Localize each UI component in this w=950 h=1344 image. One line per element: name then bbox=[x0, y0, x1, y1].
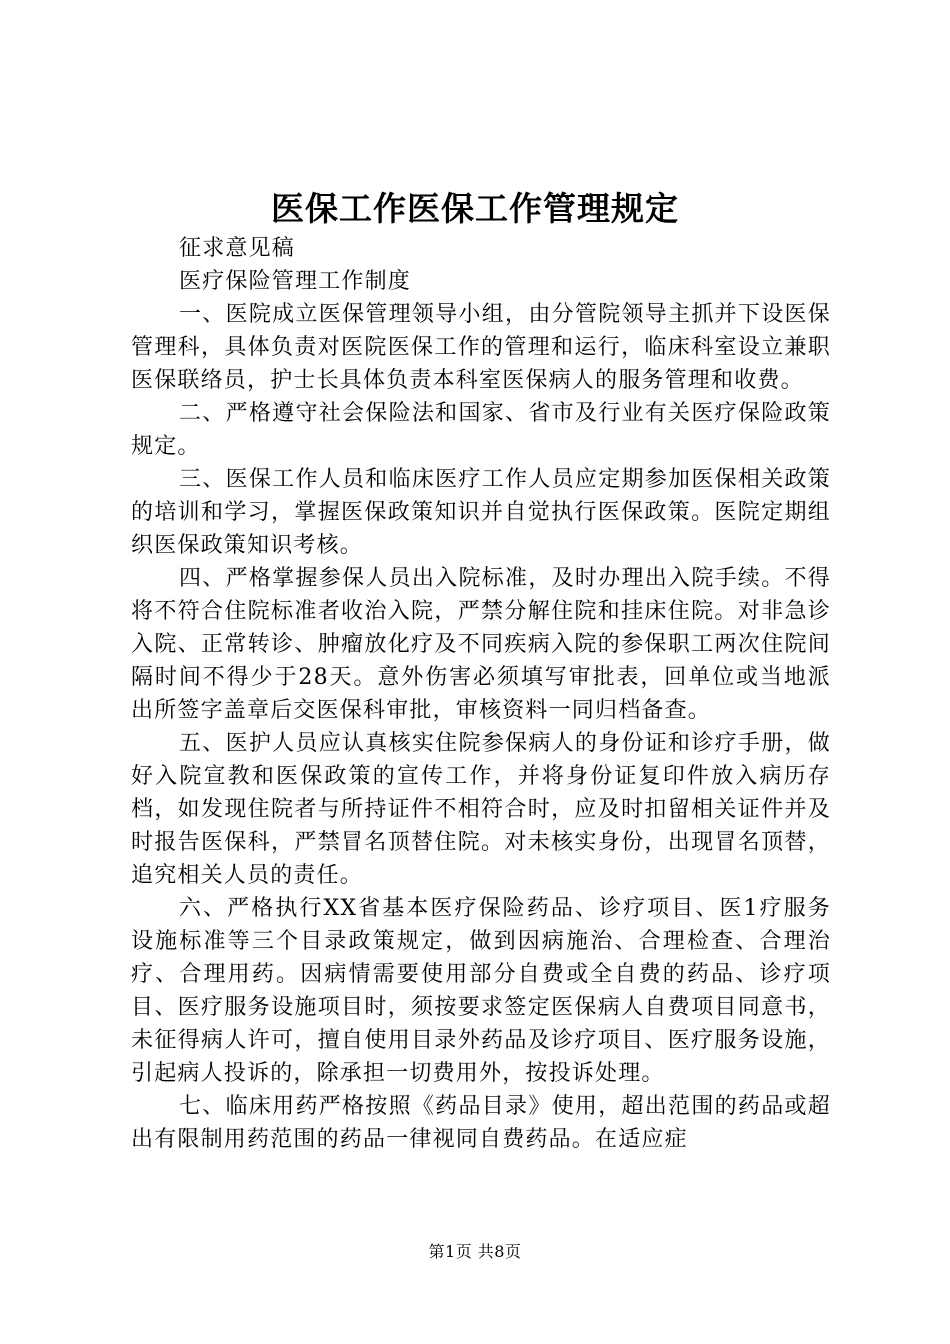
page-number-footer: 第1页 共8页 bbox=[428, 1242, 522, 1261]
paragraph: 四、严格掌握参保人员出入院标准，及时办理出入院手续。不得将不符合住院标准者收治入院，严禁分解住院和挂床住院。对非急诊入院、正常转诊、肿瘤放化疗及不同疾病入院的参保职工两次住院间隔时间不得少于28天。意外伤害必须填写审批表，回单位或当地派出所签字盖章后交医保科审批，审核资料一同归档备查。 bbox=[131, 566, 831, 723]
document-title: 医保工作医保工作管理规定 bbox=[271, 189, 679, 228]
paragraph: 一、医院成立医保管理领导小组，由分管院领导主抓并下设医保管理科，具体负责对医院医保工作的管理和运行，临床科室设立兼职医保联络员，护士长具体负责本科室医保病人的服务管理和收费。 bbox=[131, 302, 831, 393]
paragraph: 二、严格遵守社会保险法和国家、省市及行业有关医疗保险政策规定。 bbox=[131, 401, 831, 459]
document-body bbox=[131, 232, 831, 1156]
paragraph: 七、临床用药严格按照《药品目录》使用，超出范围的药品或超出有限制用药范围的药品一律视同自费药品。在适应症 bbox=[131, 1094, 831, 1152]
paragraph: 五、医护人员应认真核实住院参保病人的身份证和诊疗手册，做好入院宣教和医保政策的宣传工作，并将身份证复印件放入病历存档，如发现住院者与所持证件不相符合时，应及时扣留相关证件并及时报告医保科，严禁冒名顶替住院。对未核实身份，出现冒名顶替，追究相关人员的责任。 bbox=[131, 731, 831, 888]
draft-label: 征求意见稿 bbox=[179, 236, 296, 261]
paragraph: 六、严格执行XX省基本医疗保险药品、诊疗项目、医1疗服务设施标准等三个目录政策规定，做到因病施治、合理检查、合理治疗、合理用药。因病情需要使用部分自费或全自费的药品、诊疗项目、医疗服务设施项目时，须按要求签定医保病人自费项目同意书，未征得病人许可，擅自使用目录外药品及诊疗项目、医疗服务设施，引起病人投诉的，除承担一切费用外，按投诉处理。 bbox=[131, 896, 831, 1086]
paragraph: 三、医保工作人员和临床医疗工作人员应定期参加医保相关政策的培训和学习，掌握医保政策知识并自觉执行医保政策。医院定期组织医保政策知识考核。 bbox=[131, 467, 831, 558]
section-heading: 医疗保险管理工作制度 bbox=[179, 269, 412, 294]
